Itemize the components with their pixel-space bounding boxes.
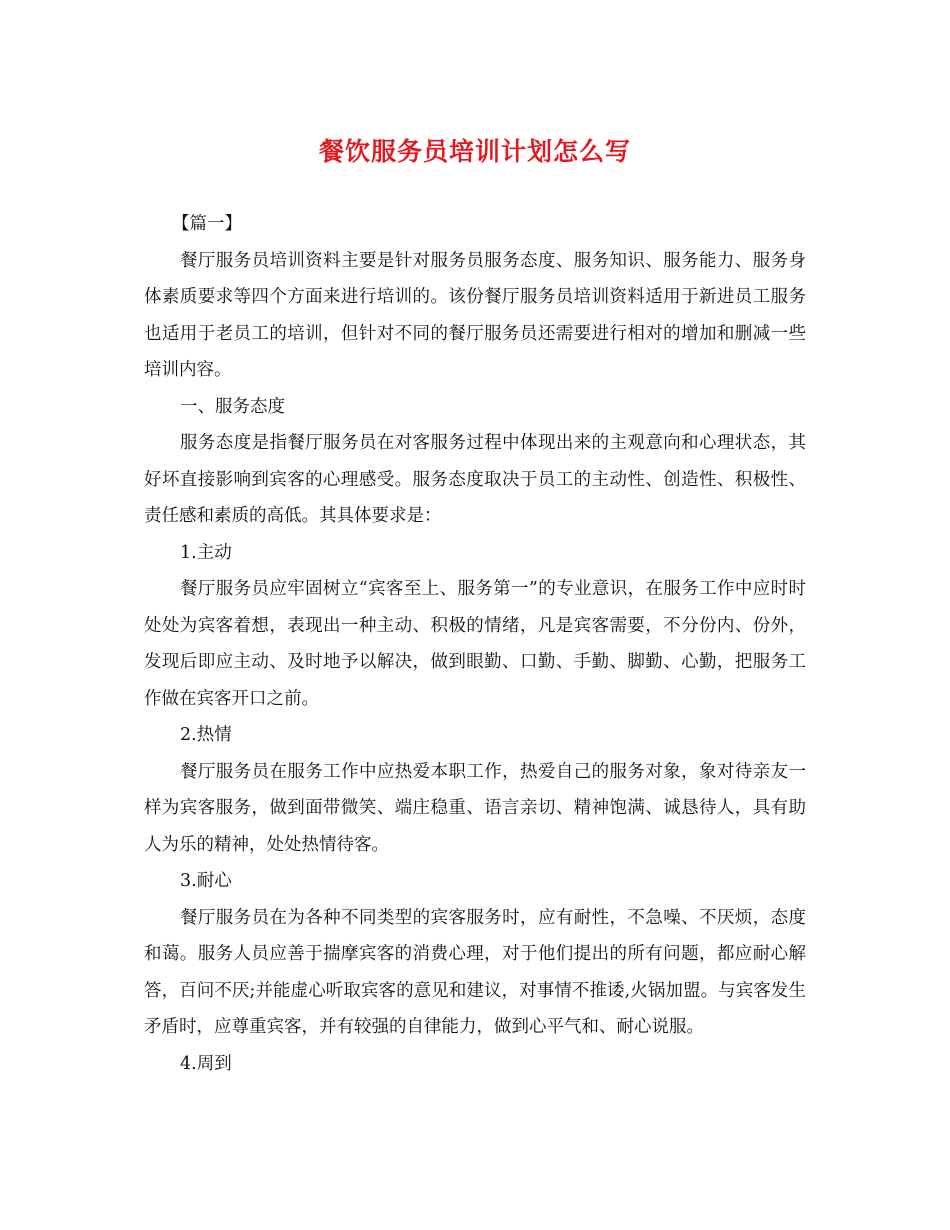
service-attitude-paragraph: 服务态度是指餐厅服务员在对客服务过程中体现出来的主观意向和心理状态，其好坏直接影响到宾客的心理感受。服务态度取决于员工的主动性、创造性、积极性、责任感和素质的高低。其具体要求是： xyxy=(144,433,806,526)
heading-service-attitude: 一、服务态度 xyxy=(180,396,285,417)
subheading-proactive: 1.主动 xyxy=(180,542,232,563)
warm-paragraph: 餐厅服务员在服务工作中应热爱本职工作，热爱自己的服务对象，象对待亲友一样为宾客服务，做到面带微笑、端庄稳重、语言亲切、精神饱满、诚恳待人，具有助人为乐的精神，处处热情待客。 xyxy=(144,761,806,855)
subheading-warm: 2.热情 xyxy=(180,725,232,745)
section-label-part-one: 【篇一】 xyxy=(172,214,242,234)
subheading-patient: 3.耐心 xyxy=(180,871,232,891)
intro-paragraph: 餐厅服务员培训资料主要是针对服务员服务态度、服务知识、服务能力、服务身体素质要求等四个方面来进行培训的。该份餐厅服务员培训资料适用于新进员工服务也适用于老员工的培训，但针对不同的餐厅服务员还需要进行相对的增加和删减一些培训内容。 xyxy=(144,250,806,380)
document-title: 餐饮服务员培训计划怎么写 xyxy=(318,137,631,166)
subheading-thoughtful: 4.周到 xyxy=(180,1053,232,1074)
proactive-paragraph: 餐厅服务员应牢固树立“宾客至上、服务第一”的专业意识，在服务工作中应时时处处为宾客着想，表现出一种主动、积极的情绪，凡是宾客需要，不分份内、份外，发现后即应主动、及时地予以解决，做到眼勤、口勤、手勤、脚勤、心勤，把服务工作做在宾客开口之前。 xyxy=(144,579,806,709)
document-body xyxy=(144,206,806,1082)
patient-paragraph: 餐厅服务员在为各种不同类型的宾客服务时，应有耐性，不急噪、不厌烦，态度和蔼。服务人员应善于揣摩宾客的消费心理，对于他们提出的所有问题，都应耐心解答，百问不厌;并能虚心听取宾客的意见和建议，对事情不推诿,火锅加盟。与宾客发生矛盾时，应尊重宾客，并有较强的自律能力，做到心平气和、耐心说服。 xyxy=(144,907,806,1037)
